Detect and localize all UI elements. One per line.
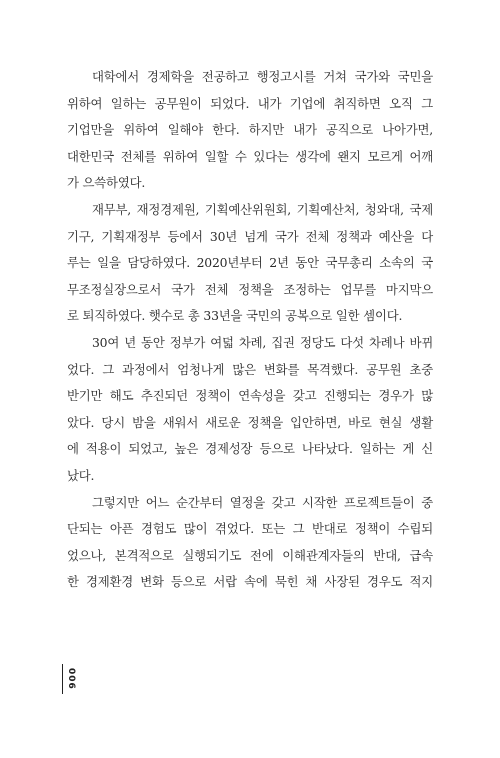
text-line: 로 퇴직하였다. 햇수로 총 33년을 국민의 공복으로 일한 셈이다. — [67, 308, 403, 324]
text-line: 에 적용이 되었고, 높은 경제성장 등으로 나타났다. 일하는 게 신 — [67, 441, 433, 457]
text-line: 았다. 당시 밤을 새워서 새로운 정책을 입안하면, 바로 현실 생활 — [67, 414, 433, 430]
text-line: 30여 년 동안 정부가 여덟 차례, 집권 정당도 다섯 차례나 바뀌 — [92, 334, 433, 350]
text-line: 났다. — [67, 467, 95, 483]
paragraph-2 — [67, 197, 433, 330]
text-line: 었다. 그 과정에서 엄청나게 많은 변화를 목격했다. 공무원 초중 — [67, 361, 433, 377]
folio-rule — [62, 664, 63, 694]
text-line: 그렇지만 어느 순간부터 열정을 갖고 시작한 프로젝트들이 중 — [92, 494, 433, 510]
text-line: 위하여 일하는 공무원이 되었다. 내가 기업에 취직하면 오직 그 — [67, 95, 433, 111]
text-line: 루는 일을 담당하였다. 2020년부터 2년 동안 국무총리 소속의 국 — [67, 255, 433, 271]
text-line: 었으나, 본격적으로 실행되기도 전에 이해관계자들의 반대, 급속 — [67, 547, 433, 563]
paragraph-4 — [67, 490, 433, 596]
body-text — [67, 64, 433, 596]
text-line: 단되는 아픈 경험도 많이 겪었다. 또는 그 반대로 정책이 수립되 — [67, 521, 433, 537]
text-line: 한 경제환경 변화 등으로 서랍 속에 묵힌 채 사장된 경우도 적지 — [67, 574, 433, 590]
paragraph-3 — [67, 330, 433, 490]
text-line: 반기만 해도 추진되던 정책이 연속성을 갖고 진행되는 경우가 많 — [67, 388, 433, 404]
text-line: 기업만을 위하여 일해야 한다. 하지만 내가 공직으로 나아가면, — [67, 122, 433, 138]
text-line: 대학에서 경제학을 전공하고 행정고시를 거쳐 국가와 국민을 — [92, 69, 433, 84]
text-line: 대한민국 전체를 위하여 일할 수 있다는 생각에 왠지 모르게 어깨 — [67, 148, 433, 164]
page-number-marker — [62, 664, 78, 694]
text-line: 재무부, 재정경제원, 기획예산위원회, 기획예산처, 청와대, 국제 — [92, 201, 433, 217]
text-line: 가 으쓱하였다. — [67, 175, 146, 191]
text-line: 무조정실장으로서 국가 전체 정책을 조정하는 업무를 마지막으 — [67, 281, 433, 297]
paragraph-1 — [67, 64, 433, 197]
text-line: 기구, 기획재정부 등에서 30년 넘게 국가 전체 정책과 예산을 다 — [67, 228, 433, 244]
page-number: 006 — [66, 668, 76, 690]
